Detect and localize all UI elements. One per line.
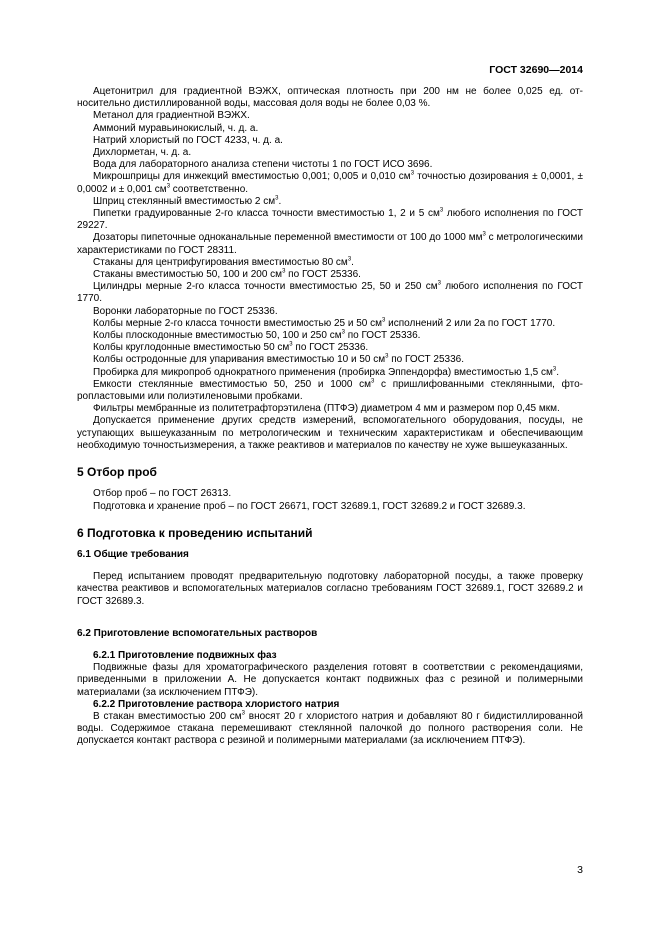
text-span: Воронки лабораторные по ГОСТ 25336. [93,305,278,317]
section-6-1-text: Перед испытанием проводят предварительную подготовку лабораторной посуды, а также проверку качества реактивов и вспомогательных материалов согласно требованиям ГОСТ 32689.1, ГОСТ 32689.2 и ГОСТ 32689.3. [77,571,583,607]
text-span: Колбы мерные 2-го класса точности вместимостью 25 и 50 см [93,317,383,329]
text-span: Вода для лабораторного анализа степени чистоты 1 по ГОСТ ИСО 3696. [93,159,433,171]
superscript: 3 [275,195,279,202]
superscript: 3 [289,341,293,348]
reagent-item [77,379,583,403]
superscript: 3 [241,710,245,717]
reagent-item [77,330,583,342]
superscript: 3 [382,317,386,324]
text-span: Цилиндры мерные 2-го класса точности вместимостью 25, 50 и 250 см [93,281,438,293]
section-6-2-1-title: 6.2.1 Приготовление подвижных фаз [93,649,277,661]
text-span: Допускается применение других средств измерений, вспомогательного оборудования, посуды, не уступающих вышеуказанным по метрологическим и техническим характеристикам и обеспечивающим необходимую точностьизмерения, а также реактивов и материалов по качеству не хуже вышеуказанных. [77,415,583,451]
text-span: по ГОСТ 25336. [344,330,421,342]
page-content [77,86,583,748]
document-code-header: ГОСТ 32690—2014 [489,64,583,76]
text-span: любого исполнения по ГОСТ 1770. [77,281,583,305]
text-span: Аммоний муравьинокислый, ч. д. а. [93,122,259,134]
reagent-item [77,257,583,269]
section-5-paragraph: Отбор проб – по ГОСТ 26313. [93,488,232,500]
reagent-item [77,269,583,281]
superscript: 3 [347,256,352,263]
section-5-title: 5 Отбор проб [77,465,157,480]
superscript: 3 [552,366,557,373]
section-6-2-2-text [77,711,583,748]
text-span: Емкости стеклянные вместимостью 50, 250 и 1000 см [93,378,372,390]
text-span: Дозаторы пипеточные одноканальные переменной вместимости от 100 до 1000 мм [93,232,483,244]
reagent-item [77,281,583,305]
text-span: Стаканы для центрифугирования вместимостью 80 см [93,256,348,268]
section-6-2-2-title: 6.2.2 Приготовление раствора хлористого натрия [93,698,340,710]
text-span: с пришлифованными стеклянными, фторопластовыми или полиэтиленовыми пробками. [77,378,584,403]
section-6-2-title: 6.2 Приготовление вспомогательных растворов [77,627,318,639]
reagent-item [77,135,583,147]
superscript: 3 [371,378,375,385]
text-span: Ацетонитрил для градиентной ВЭЖХ, оптическая плотность при 200 нм не более 0,025 ед. относительно дистиллированной воды, массовая доля воды не более 0,03 %. [77,86,583,110]
text-span: вносят 20 г хлористого натрия и добавляют 80 г бидистиллированной воды. Содержимое стакана перемешивают стеклянной палочкой до полного растворения соли. Не допускается контакт раствора с резиной и полимерными материалами (за исключением ПТФЭ). [77,710,583,747]
reagent-item [77,232,583,256]
text-span: Колбы плоскодонные вместимостью 50, 100 и 250 см [93,330,342,342]
reagents-list [77,86,583,452]
text-span: Фильтры мембранные из политетрафторэтилена (ПТФЭ) диаметром 4 мм и размером пор 0,45 мкм. [93,403,560,415]
superscript: 3 [341,329,345,336]
reagent-item [77,86,583,110]
text-span: Пробирка для микропроб однократного применения (пробирка Эппендорфа) вместимостью 1,5 см [93,366,553,378]
superscript: 3 [437,280,441,287]
superscript: 3 [166,183,171,190]
text-span: Натрий хлористый по ГОСТ 4233, ч. д. а. [93,134,283,146]
section-6-1-title: 6.1 Общие требования [77,548,189,560]
text-span: Колбы остродонные для упаривания вместимостью 10 и 50 см [93,354,386,366]
superscript: 3 [385,354,389,361]
superscript: 3 [410,171,415,178]
text-span: по ГОСТ 25336. [388,354,464,366]
text-span: . [351,256,354,268]
reagent-item [77,110,583,122]
reagent-item [77,342,583,354]
text-span: исполнений 2 или 2а по ГОСТ 1770. [385,317,556,329]
superscript: 3 [282,268,286,275]
text-span: любого исполнения по ГОСТ 29227. [77,208,583,232]
text-span: Дихлорметан, ч. д. а. [93,147,192,159]
reagent-item [77,208,583,232]
reagent-item [77,367,583,379]
reagent-item [77,147,583,159]
reagent-item [77,306,583,318]
text-span: Микрошприцы для инжекций вместимостью 0,001; 0,005 и 0,010 см [93,171,411,183]
text-span: Шприц стеклянный вместимостью 2 см [93,195,276,207]
superscript: 3 [482,232,486,239]
reagent-item [77,123,583,135]
reagent-item [77,403,583,415]
section-6-2-1-text: Подвижные фазы для хроматографического разделения готовят в соответствии с рекомендациями, приведенными в приложении А. Не допускается контакт подвижных фаз с резиной и полимерными материалами (за исключением ПТФЭ). [77,662,583,698]
text-span: Стаканы вместимостью 50, 100 и 200 см [93,269,283,281]
text-span: Метанол для градиентной ВЭЖХ. [93,110,250,122]
text-span: по ГОСТ 25336. [285,269,361,281]
reagent-item [77,354,583,366]
section-5-paragraph: Подготовка и хранение проб – по ГОСТ 26671, ГОСТ 32689.1, ГОСТ 32689.2 и ГОСТ 32689.3. [93,500,526,512]
text-span: В стакан вместимостью 200 см [93,710,242,722]
text-span: по ГОСТ 25336. [292,342,369,354]
text-span: . [278,195,282,207]
page-number: 3 [577,864,583,876]
text-span: Колбы круглодонные вместимостью 50 см [93,342,290,354]
text-span: Пипетки градуированные 2-го класса точности вместимостью 1, 2 и 5 см [93,208,440,220]
reagent-item [77,159,583,171]
reagent-item [77,196,583,208]
reagent-item [77,171,583,195]
section-6-title: 6 Подготовка к проведению испытаний [77,525,313,540]
text-span: точностью дозирования ± 0,0001, ± 0,0002 и ± 0,001 см [77,171,584,195]
text-span: . [556,366,559,378]
superscript: 3 [439,207,444,214]
text-span: с метрологическими характеристиками по ГОСТ 28311. [77,232,583,256]
reagent-item [77,415,583,452]
text-span: соответственно. [170,183,249,195]
reagent-item [77,318,583,330]
